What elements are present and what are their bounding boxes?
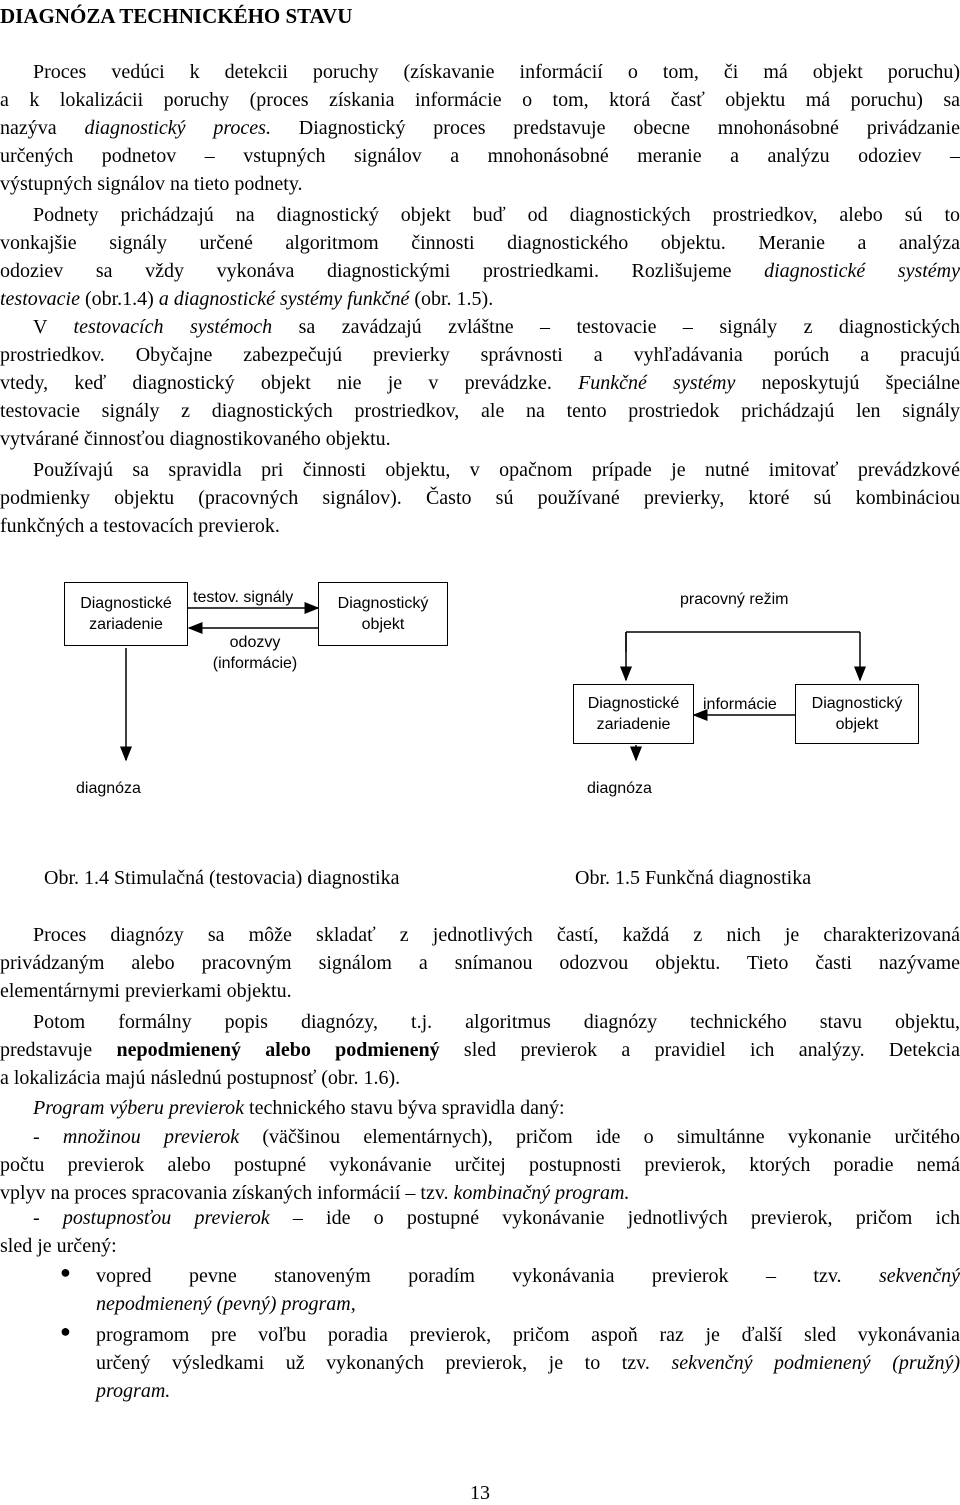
page-heading: DIAGNÓZA TECHNICKÉHO STAVU	[0, 4, 353, 28]
label-information: informácie	[703, 696, 777, 713]
label-diagnosis-right: diagnóza	[587, 780, 652, 797]
diagnostic-object-box-left: Diagnostický objekt	[318, 582, 448, 646]
diagnostic-device-box-right: Diagnostické zariadenie	[573, 684, 694, 744]
diagnostic-device-box-left: Diagnostické zariadenie	[64, 582, 188, 646]
diagnostic-object-box-right: Diagnostický objekt	[795, 684, 919, 744]
bullet-icon: ●	[60, 1321, 71, 1341]
caption-fig-1-5: Obr. 1.5 Funkčná diagnostika	[575, 867, 812, 889]
label-work-mode: pracovný režim	[680, 591, 789, 608]
page-number: 13	[470, 1482, 490, 1504]
caption-fig-1-4: Obr. 1.4 Stimulačná (testovacia) diagnostika	[44, 867, 400, 889]
bullet-icon: ●	[60, 1262, 71, 1282]
label-test-signals: testov. signály	[193, 589, 294, 606]
label-diagnosis-left: diagnóza	[76, 780, 141, 797]
list-item: vopred pevne stanoveným poradím vykonávania previerok – tzv. sekvenčný	[96, 1265, 960, 1287]
list-item: programom pre voľbu poradia previerok, pričom aspoň raz je ďalší sled vykonávania	[96, 1324, 960, 1346]
label-responses: odozvy (informácie)	[212, 634, 298, 672]
